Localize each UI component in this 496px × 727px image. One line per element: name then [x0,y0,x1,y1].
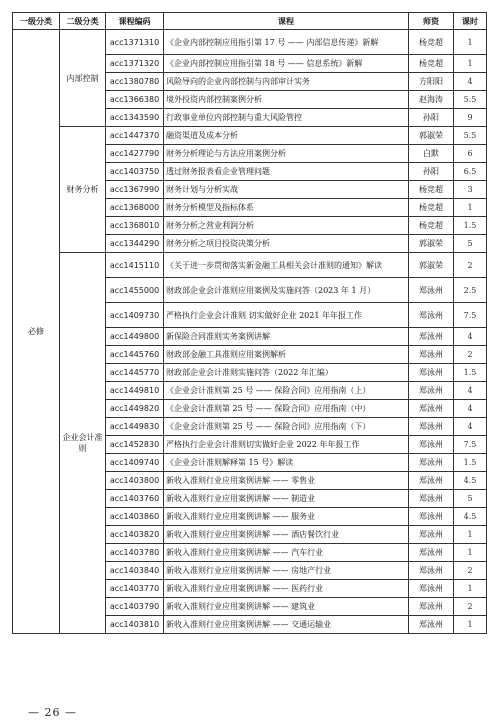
hours-cell: 4 [454,418,487,436]
hours-cell: 4 [454,73,487,91]
course-name-cell: 新保险合同准则实务案例讲解 [164,328,409,346]
course-table [12,12,487,634]
teacher-cell: 郑泳州 [409,562,454,580]
hours-cell: 1.5 [454,217,487,235]
course-code-cell: acc1449820 [106,400,164,418]
course-name-cell: 透过财务报表看企业管理问题 [164,163,409,181]
course-name-cell: 财政部金融工具准则应用案例解析 [164,346,409,364]
category-level1-cell: 必修 [13,30,60,634]
hours-cell: 6.5 [454,163,487,181]
course-name-cell: 财务分析之营业利润分析 [164,217,409,235]
page-number: — 26 — [28,706,77,719]
hours-cell: 2.5 [454,278,487,303]
course-code-cell: acc1367990 [106,181,164,199]
hours-cell: 2 [454,562,487,580]
course-name-cell: 新收入准则行业应用案例讲解 —— 医药行业 [164,580,409,598]
category-level2-cell: 企业会计准则 [60,253,106,634]
teacher-cell: 杨竞超 [409,55,454,73]
hours-cell: 5 [454,235,487,253]
hours-cell: 5.5 [454,91,487,109]
hours-cell: 7.5 [454,303,487,328]
course-name-cell: 风险导向的企业内部控制与内部审计实务 [164,73,409,91]
course-name-cell: 严格执行企业会计准则 切实做好企业 2021 年年报工作 [164,303,409,328]
course-code-cell: acc1403790 [106,598,164,616]
header-teacher: 师资 [409,13,454,30]
course-code-cell: acc1403780 [106,544,164,562]
hours-cell: 1.5 [454,364,487,382]
hours-cell: 7.5 [454,436,487,454]
teacher-cell: 方阳阳 [409,73,454,91]
teacher-cell: 郑泳州 [409,418,454,436]
teacher-cell: 白默 [409,145,454,163]
course-code-cell: acc1452830 [106,436,164,454]
header-cat2: 二级分类 [60,13,106,30]
hours-cell: 4.5 [454,472,487,490]
course-code-cell: acc1368010 [106,217,164,235]
table-row [13,127,487,145]
course-name-cell: 新收入准则行业应用案例讲解 —— 交通运输业 [164,616,409,634]
course-name-cell: 财政部企业会计准则实施问答（2022 年汇编） [164,364,409,382]
teacher-cell: 郑泳州 [409,278,454,303]
teacher-cell: 郑泳州 [409,472,454,490]
teacher-cell: 杨竞超 [409,199,454,217]
course-name-cell: 财务分析之项目投资决策分析 [164,235,409,253]
course-code-cell: acc1403800 [106,472,164,490]
course-name-cell: 融资渠道及成本分析 [164,127,409,145]
category-level2-cell: 内部控制 [60,30,106,127]
course-name-cell: 财务计划与分析实战 [164,181,409,199]
teacher-cell: 郑泳州 [409,454,454,472]
course-name-cell: 境外投资内部控制案例分析 [164,91,409,109]
course-name-cell: 新收入准则行业应用案例讲解 —— 制造业 [164,490,409,508]
course-code-cell: acc1403750 [106,163,164,181]
table-row [13,253,487,278]
course-name-cell: 新收入准则行业应用案例讲解 —— 零售业 [164,472,409,490]
hours-cell: 6 [454,145,487,163]
course-name-cell: 严格执行企业会计准则切实做好企业 2022 年年报工作 [164,436,409,454]
course-code-cell: acc1343590 [106,109,164,127]
teacher-cell: 郭淑荣 [409,253,454,278]
hours-cell: 1 [454,544,487,562]
hours-cell: 2 [454,346,487,364]
teacher-cell: 杨竞超 [409,30,454,55]
course-code-cell: acc1403760 [106,490,164,508]
course-code-cell: acc1449810 [106,382,164,400]
header-hours: 课时 [454,13,487,30]
course-name-cell: 新收入准则行业应用案例讲解 —— 建筑业 [164,598,409,616]
course-name-cell: 财务分析理论与方法应用案例分析 [164,145,409,163]
teacher-cell: 郑泳州 [409,436,454,454]
course-code-cell: acc1445770 [106,364,164,382]
header-code: 课程编码 [106,13,164,30]
course-name-cell: 新收入准则行业应用案例讲解 —— 酒店餐饮行业 [164,526,409,544]
teacher-cell: 郑泳州 [409,508,454,526]
course-name-cell: 《企业会计准则解释第 15 号》解读 [164,454,409,472]
course-name-cell: 行政事业单位内部控制与重大风险管控 [164,109,409,127]
hours-cell: 1 [454,30,487,55]
course-name-cell: 《企业会计准则第 25 号 —— 保险合同》应用指南（上） [164,382,409,400]
course-code-cell: acc1366380 [106,91,164,109]
hours-cell: 3 [454,181,487,199]
hours-cell: 9 [454,109,487,127]
hours-cell: 4 [454,328,487,346]
hours-cell: 4 [454,400,487,418]
hours-cell: 4 [454,382,487,400]
course-code-cell: acc1449800 [106,328,164,346]
course-name-cell: 新收入准则行业应用案例讲解 —— 服务业 [164,508,409,526]
hours-cell: 5 [454,490,487,508]
hours-cell: 5.5 [454,127,487,145]
teacher-cell: 郑泳州 [409,526,454,544]
hours-cell: 1 [454,199,487,217]
course-name-cell: 《企业会计准则第 25 号 —— 保险合同》应用指南（中） [164,400,409,418]
course-code-cell: acc1371320 [106,55,164,73]
course-code-cell: acc1368000 [106,199,164,217]
teacher-cell: 郑泳州 [409,490,454,508]
course-code-cell: acc1415110 [106,253,164,278]
teacher-cell: 杨竞超 [409,217,454,235]
teacher-cell: 郑泳州 [409,364,454,382]
table-row [13,30,487,55]
teacher-cell: 郭淑荣 [409,127,454,145]
hours-cell: 2 [454,598,487,616]
course-name-cell: 《企业内部控制应用指引第 17 号 —— 内部信息传递》新解 [164,30,409,55]
teacher-cell: 郑泳州 [409,400,454,418]
table-body [13,30,487,634]
course-name-cell: 财政部企业会计准则应用案例及实施问答（2023 年 1 月） [164,278,409,303]
header-course: 课程 [164,13,409,30]
course-code-cell: acc1445760 [106,346,164,364]
course-code-cell: acc1403820 [106,526,164,544]
course-code-cell: acc1344290 [106,235,164,253]
table-header-row [13,13,487,30]
course-name-cell: 新收入准则行业应用案例讲解 —— 房地产行业 [164,562,409,580]
course-code-cell: acc1371310 [106,30,164,55]
teacher-cell: 郑泳州 [409,598,454,616]
course-code-cell: acc1409730 [106,303,164,328]
teacher-cell: 郑泳州 [409,580,454,598]
teacher-cell: 郑泳州 [409,303,454,328]
teacher-cell: 郑泳州 [409,544,454,562]
course-code-cell: acc1380780 [106,73,164,91]
course-code-cell: acc1427790 [106,145,164,163]
teacher-cell: 郑泳州 [409,382,454,400]
teacher-cell: 杨竞超 [409,181,454,199]
hours-cell: 1 [454,580,487,598]
hours-cell: 2 [454,253,487,278]
teacher-cell: 郑泳州 [409,346,454,364]
course-code-cell: acc1455000 [106,278,164,303]
teacher-cell: 赵海涛 [409,91,454,109]
teacher-cell: 孙阳 [409,163,454,181]
header-cat1: 一级分类 [13,13,60,30]
course-code-cell: acc1449830 [106,418,164,436]
course-name-cell: 《企业内部控制应用指引第 18 号 —— 信息系统》新解 [164,55,409,73]
category-level2-cell: 财务分析 [60,127,106,253]
course-code-cell: acc1447370 [106,127,164,145]
hours-cell: 1 [454,55,487,73]
course-name-cell: 新收入准则行业应用案例讲解 —— 汽车行业 [164,544,409,562]
course-code-cell: acc1403860 [106,508,164,526]
hours-cell: 1.5 [454,454,487,472]
teacher-cell: 孙阳 [409,109,454,127]
course-code-cell: acc1403770 [106,580,164,598]
teacher-cell: 郑泳州 [409,328,454,346]
hours-cell: 1 [454,616,487,634]
course-code-cell: acc1403810 [106,616,164,634]
hours-cell: 1 [454,526,487,544]
course-code-cell: acc1403840 [106,562,164,580]
course-name-cell: 财务分析模型及指标体系 [164,199,409,217]
hours-cell: 4.5 [454,508,487,526]
course-name-cell: 《关于进一步贯彻落实新金融工具相关会计准则的通知》解读 [164,253,409,278]
course-name-cell: 《企业会计准则第 25 号 —— 保险合同》应用指南（下） [164,418,409,436]
teacher-cell: 郭淑荣 [409,235,454,253]
course-code-cell: acc1409740 [106,454,164,472]
teacher-cell: 郑泳州 [409,616,454,634]
